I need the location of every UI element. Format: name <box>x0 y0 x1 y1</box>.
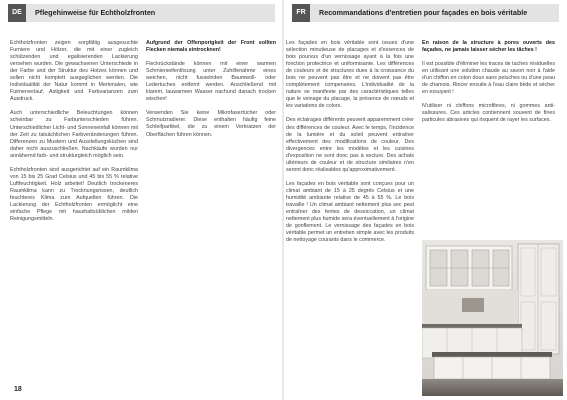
paragraph: Des éclairages différents peuvent apparemment créer des différences de couleur. Avec le temps, l'incidence de la lumière et du soleil peuvent entraîner effectivement des modifications de couleur. Des divergences entre les modèles et les cuisines d'exposition ne sont donc pas à exclure. Des achats ultérieurs de couleur et de structure similaires n'en seront donc réalisables qu'approximativement. <box>286 117 414 173</box>
paragraph: Echtholzfronten sind ausgerichtet auf ein Raumklima von 15 bis 25 Grad Celsius und 45 bis 55 % relative Luftfeuchtigkeit. Holz arbeitet! Deutlich trockeneres Raumklima kann zu Trocknungsrissen, deutlich feuchteres Klima zum Aufquellen führen. Die Lackierung der Echtholzfronten ermöglicht eine einfache Pflege mit haushaltsüblichen milden Reinigungsmitteln. <box>10 166 138 223</box>
kitchen-photo <box>422 240 563 396</box>
text-column-fr-2 <box>422 40 555 131</box>
section-header-de <box>8 4 275 22</box>
paragraph: Il est possible d'éliminer les traces de taches résiduelles en utilisant une solution chaude au savon noir à l'aide d'un chiffon en coton doux sans peluches ou d'une peau de chamois. Rincer ensuite à l'eau claire tiède et sécher en essuyant ! <box>422 61 555 96</box>
paragraph: N'utiliser ni chiffons microfibres, ni gommes anti-salissures. Ces articles contiennent souvent de fines particules abrasives qui risquent de rayer les surfaces. <box>422 103 555 124</box>
warning-paragraph: Aufgrund der Offenporigkeit der Front sollten Flecken niemals eintrocknen! <box>146 40 276 54</box>
section-header-fr <box>292 4 559 22</box>
text-column-fr-1 <box>286 40 414 251</box>
page-number: 18 <box>14 386 22 393</box>
paragraph: Echtholzfronten zeigen sorgfältig ausgesuchte Furniere und Hölzer, die mit einer zugleich schützenden und egalisierenden Lackierung versehen wurden. Die gewachsenen Unterschiede in der Farbe und der Struktur des Holzes können und sollen nicht komplett ausgeglichen werden. Die Individualität der Natur kommt in Merkmalen, wie Fuimerverlauf, Astigkeit und Farbvarianzen zum Ausdruck. <box>10 40 138 103</box>
left-page <box>0 0 283 400</box>
paragraph: Auch unterschiedliche Beleuchtungen können scheinbar zu Farbunterschieden führen. Unterschiedlicher Licht- und Sonneneinfall können mit der Zeit zu tatsächlichen Farbveränderungen führen. Differenzen zu Mustern und Ausstellungsküchen sind daher nicht auszuschließen. Nachkäufe wurden nur annähernd farb- und strukturgleich möglich sein. <box>10 110 138 159</box>
text-column-de-2 <box>146 40 276 146</box>
paragraph: Fleckrückstände können mit einer warmen Schmierseifenlösung unter Zuhilfenahme eines weichen, nicht fusselnden Baumwoll- oder Ledertuches entfernt werden. Anschließend mit klarem, lauwarmen Wasser nachund danach trocken wischen! <box>146 61 276 103</box>
right-page <box>284 0 567 400</box>
warning-paragraph: En raison de la structure à pores ouverts des façades, ne jamais laisser sécher les tâches ! <box>422 40 555 54</box>
text-column-de-1 <box>10 40 138 230</box>
paragraph: Les façades en bois véritable sont issues d'une sélection minutieuse de placages et d'essences de bois pourvus d'un vernissage ayant à la fois une fonction protectrice et uniformisante. Les différences de couleurs et de structures dues à la croissance du bois ne peuvent pas être et ne doivent pas être complètement compensées. L'individualité de la nature se manifeste par des caractéristiques telles que le veinage du placage, la présence de nœuds et les variations de colors. <box>286 40 414 110</box>
language-tag-de: DE <box>8 4 26 22</box>
paragraph: Les façades en bois véritable sont conçues pour un climat ambiant de 15 à 25 degrés Celsius et une humidité ambiante relative de 45 à 55 %. Le bois travaille ! Un climat ambiant nettement plus sec peut entraîner des fentes de dessiccation, un climat nettement plus humide sera éventuellement à l'origine de gonflement. Le vernissage des façades en bois véritable permet un entretien simple avec les produits de nettoyage courants dans le commerce. <box>286 180 414 244</box>
kitchen-illustration <box>422 240 563 396</box>
paragraph: Verwenden Sie keine Mikrofasertücher oder Schmutzradierer. Diese enthalten häufig feine Schleifpartikel, die zu einem Verkratzen der Oberflächen führen können. <box>146 110 276 138</box>
language-tag-fr: FR <box>292 4 310 22</box>
section-title-fr: Recommandations d'entretien pour façades en bois véritable <box>319 8 528 17</box>
section-title-de: Pflegehinweise für Echtholzfronten <box>35 8 156 17</box>
